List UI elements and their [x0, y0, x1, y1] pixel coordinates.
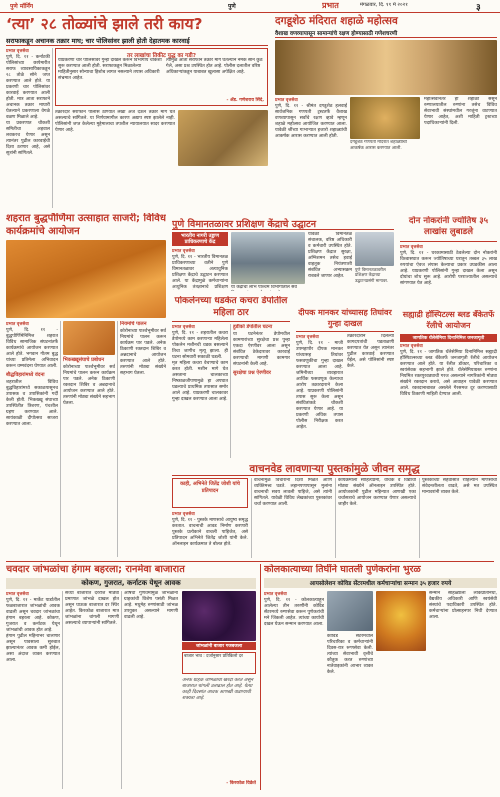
- airport-body-3: या केंद्राचा लाभ पश्चिम विभागातील सर्व: [231, 285, 297, 290]
- buddha-photo-small: [63, 321, 115, 355]
- mango-column-1: [6, 591, 60, 791]
- lead-quote-box: [55, 48, 268, 106]
- page-number: ३: [476, 3, 481, 13]
- corona-photo-staff: [327, 591, 373, 631]
- buddha-body-1-cont: कोरोनाच्या पार्श्वभूमीवर सर्व नियमांचे पालन करून कार्यक्रम पार पडले. अनेक ठिकाणी रक्तदान शिबिर व अन्नदानाचे आयोजन करण्यात आले होते. तरुणांनी मोठ्या संख्येने सहभाग घेतला.: [120, 329, 166, 376]
- books-body-3: कार्यक्रमाला साहित्यप्रेमी, वाचक व विद्यार्थी मोठ्या संख्येने ऑनलाइन उपस्थित होते. आयोजकांनी पुढील महिन्यात आणखी एका चर्चासत्राचे आयोजन करण्यात येणार असल्याचे जाहीर केले.: [338, 478, 416, 507]
- books-box-title: काही, अभिनेते जितेंद्र जोशी यांचे प्रतिपादन: [180, 481, 240, 494]
- mango-byline: प्रभात वृत्तसेवा: [6, 592, 29, 597]
- lead-headline: ‘त्या’ २८ तोळ्यांचे झाले तरी काय?: [6, 15, 203, 33]
- lead-byline: प्रभात वृत्तसेवा: [6, 49, 29, 54]
- lead-subhead: सराफाकडून अचानक तक्रार माघ; चार पोलिसांवर झाली होती देहातमक कारवाई: [6, 37, 190, 45]
- buddha-byline: प्रभात वृत्तसेवा: [6, 322, 29, 327]
- temple-column-1: [275, 97, 347, 209]
- books-headline: वाचनवेड लावणाऱ्या पुस्तकांमुळे जीवन समृद्ध: [249, 463, 420, 475]
- books-box: [172, 478, 248, 508]
- buddha-body-3: कोरोनाच्या पार्श्वभूमीवर सर्व नियमांचे पालन करून कार्यक्रम पार पडले. अनेक ठिकाणी रक्तदान शिबिर व अन्नदानाचे आयोजन करण्यात आले होते. तरुणांनी मोठ्या संख्येने सहभाग घेतला.: [63, 365, 115, 406]
- airport-caption: पुणे विमानतळावरील प्रशिक्षण केंद्राच्या उद्घाटनप्रसंगी मान्यवर.: [355, 267, 389, 283]
- mango-subhead: कोकण, गुजरात, कर्नाटक येथून आवक: [6, 578, 256, 589]
- corona-body-2: कोविड सेंटरमधील परिचारिका व कर्मचाऱ्यांनी दिवस-रात्र रुग्णसेवा केली. त्यांच्या सेवाभावी वृत्तीचे कौतुक करत रुग्णांच्या नातेवाइकांनी आभार व्यक्त केले.: [327, 634, 373, 675]
- books-column-1: [172, 511, 248, 559]
- paper-logo: प्रभात: [322, 1, 339, 10]
- books-byline: प्रभात वृत्तसेवा: [172, 512, 195, 517]
- temple-photo-coconuts: [350, 97, 420, 139]
- fraud-column: [400, 244, 497, 306]
- lead-body-3: त्यामुळे आता सराफाने तक्रार मागे घेतल्याने नेमके सोने कुठे गेले, असा प्रश्न उपस्थित होत आहे. पोलीस दलातील वरिष्ठ अधिकाऱ्यांकडून याबाबत खुलासा अपेक्षित आहे.: [166, 58, 263, 75]
- temple-photo-ganesh: [275, 40, 497, 95]
- fraud-body: पुणे, दि. ११ - घरकामासाठी ठेवलेल्या दोन नोकरांनी विश्वासघात करून ज्योतिषाच्या घरातून तब्बल ३५ लाख रुपयांचा ऐवज लंपास केल्याचा प्रकार उघडकीस आला आहे. याप्रकरणी पोलिसांनी गुन्हा दाखल केला असून दोघांचा शोध सुरू आहे. आरोपी परराज्यातील असल्याचे सांगण्यात येत आहे.: [400, 251, 497, 286]
- mango-quote: अनेक ग्राहक जांभळांची खरेदी करत असून बाजारात चांगली उलाढाल होत आहे. येत्या काही दिवसांत आवक आणखी वाढण्याची शक्यता आहे.: [182, 678, 254, 701]
- mango-photo-jambhul: [182, 591, 256, 641]
- section-left-label: पुणे मॉर्निंग: [10, 3, 34, 10]
- temple-caption: दगडूशेठ गणपती मंदिरात शहाळ्यांची आकर्षक आरास करण्यात आली.: [350, 140, 407, 151]
- hospital-body: पुणे, दि. ११ - जागतिक थॅलेसेमिया दिनानिमित्त सह्याद्री हॉस्पिटल्सच्या ब्लड बँकेतर्फे जनजागृती रॅलीचे आयोजन करण्यात आले होते. या रॅलीत डॉक्टर, परिचारिका व स्वयंसेवक सहभागी झाले होते. थॅलेसेमियाग्रस्त रुग्णांना नियमित रक्तपुरवठ्याची गरज असल्याने नागरिकांनी मोठ्या संख्येने रक्तदान करावे, असे आवाहन यावेळी करण्यात आले. रक्तदानाबाबत असलेले गैरसमज दूर करण्यासाठी विविध ठिकाणी माहिती देण्यात आली.: [400, 350, 497, 397]
- lead-photo-jewellery: [178, 110, 268, 166]
- buddha-sub-1: बौद्धविहारांमध्ये वंदना: [6, 372, 45, 378]
- airport-body-1: पुणे, दि. ११ - भारतीय विमानतळ प्राधिकरणाच्या वतीने पुणे विमानतळावर अत्याधुनिक प्रशिक्षण केंद्राचे उद्घाटन करण्यात आले. या केंद्रामुळे कर्मचाऱ्यांना आधुनिक तंत्रज्ञानाचे प्रशिक्षण: [172, 255, 228, 290]
- temple-headline: दगडूशेठ मंदिरात शहाळे महोत्सव: [275, 15, 398, 27]
- mango-body-3: औषधी गुणधर्मांमुळे जांभळांना ग्राहकांची विशेष पसंती मिळत आहे. मधुमेह रुग्णांसाठी जांभळ उपयुक्त असल्याने मागणी वाढली आहे.: [124, 591, 178, 620]
- buddha-body-1: पुणे, दि. ११ - बुद्धपौर्णिमेनिमित्त शहरात विविध सामाजिक संघटनांतर्फे कार्यक्रमांचे आयोजन करण्यात आले होते. भगवान गौतम बुद्ध यांच्या प्रतिमेला अभिवादन करून धम्मवंदना घेण्यात आली.: [6, 328, 58, 369]
- lead-body-5: या प्रकरणात चौकशी समितीचा अहवाल लवकरच येणार असून त्यानंतर पुढील कारवाईची दिशा ठरणार आहे, असे सूत्रांनी सांगितले.: [6, 121, 50, 156]
- airport-headline: पुणे विमानतळावर प्रशिक्षण केंद्राचे उद्घाटन: [172, 219, 317, 230]
- pokhar-sub-2: सुरक्षेचा प्रश्न ऐरणीवर: [233, 370, 271, 376]
- hospital-box-title: जागतिक थॅलेसेमिया दिनानिमित्त जनजागृती: [400, 334, 497, 342]
- pokhar-byline: प्रभात वृत्तसेवा: [172, 325, 195, 330]
- books-body-1: पुणे, दि. ११ - पुस्तके माणसाचे आयुष्य समृद्ध करतात. वाचनाची आवड निर्माण करणारी पुस्तके प्रत्येकाने वाचली पाहिजेत, असे प्रतिपादन अभिनेते जितेंद्र जोशी यांनी केले. ऑनलाइन कार्यक्रमात ते बोलत होते.: [172, 518, 248, 547]
- section-center-label: पुणे: [228, 3, 236, 10]
- lead-body-2: याप्रकरणी चार पोलिसांवर गुन्हा दाखल करून विभागीय चौकशी सुरू करण्यात आली होती. सराफाकडून मिळालेल्या माहितीनुसार सोन्याचा हिशोब लागत नसल्याने तपास अधिकारी संभ्रमात आहेत.: [58, 58, 162, 81]
- buddha-sub-3: नियमांचे पालन: [120, 321, 147, 327]
- corona-photo-flowers: [376, 591, 426, 651]
- mango-body-1: पुणे, दि. ११ - मार्केट यार्डातील फळबाजारात जांभळांची आवक वाढली असून चवदार जांभळांचा हंगाम बहरला आहे. कोकण, गुजरात व कर्नाटक येथून जांभळांची आवक होत आहे.: [6, 598, 60, 633]
- buddha-sub-2: भिकख्खूसंघाचे प्रबोधन: [63, 357, 105, 363]
- deepak-body: पुणे, दि. ११ - माजी उपमहापौर दीपक मानकर यांच्यासह तिघांवर फसवणुकीचा गुन्हा दाखल करण्यात आला आहे. जमिनीच्या व्यवहारात आर्थिक फसवणूक केल्याचा आरोप तक्रारदाराने केला आहे. याप्रकरणी पोलिसांनी तपास सुरू केला असून संबंधितांकडे चौकशी करण्यात येणार आहे. या प्रकरणी अधिक तपास पोलीस निरीक्षक करत आहेत.: [296, 341, 343, 430]
- issue-date: मंगळवार, दि. ११ मे २०२१: [360, 2, 408, 8]
- corona-column-1: [264, 591, 324, 791]
- pokhar-body-1: पुणे, दि. ११ - शहरातील कचरा डेपोमध्ये काम करणाऱ्या महिलेला पोकलेन मशीनची धडक बसल्याने तिचा जागीच मृत्यू झाला. ही घटना सोमवारी सकाळी घडली.: [172, 331, 228, 360]
- buddha-column-2: [63, 321, 115, 559]
- temple-byline: प्रभात वृत्तसेवा: [275, 98, 298, 103]
- lead-box-title: तर लाखांचा तिकीट युद्ध का गडी?: [127, 53, 196, 59]
- buddha-photo-monks: [6, 240, 166, 318]
- deepak-byline: प्रभात वृत्तसेवा: [296, 335, 319, 340]
- deepak-headline: दीपक मानकर यांच्यासह तिघांवर गुन्हा दाखल: [298, 308, 392, 328]
- hospital-headline: सह्याद्री हॉस्पिटल्स ब्लड बँकेतर्फे रॅलीचे आयोजन: [402, 310, 495, 330]
- hospital-byline: प्रभात वृत्तसेवा: [400, 344, 423, 349]
- fraud-headline: दोन नोकरांनी ज्योतिष ३५ लाखांस लुबाडले: [408, 216, 489, 237]
- buddha-body-2: शहरातील विविध बुद्धविहारांमध्ये सकाळपासूनच उपासक व उपासिकांनी गर्दी केली होती. भिकख्खू संघाच्या उपस्थितीत त्रिशरण, पंचशील ग्रहण करण्यात आले. सायंकाळी दीपोत्सव साजरा करण्यात आला.: [6, 380, 58, 427]
- books-body-2: वाचनामुळे विचारांना दिशा मिळते आणि व्यक्तिमत्त्व घडते. लहानपणापासून मुलांना वाचनाची सवय लावली पाहिजे, असे त्यांनी सांगितले. यावेळी विविध लेखकांच्या पुस्तकांवर चर्चा करण्यात आली.: [254, 478, 332, 507]
- lead-quote-signature: - ॲड. गणेशराव सिंदे,: [226, 98, 264, 103]
- books-body-4: पुस्तकांच्या सहवासात राहिल्याने माणसाची संवेदनशीलता वाढते, असे मत उपस्थित मान्यवरांनी व्यक्त केले.: [422, 478, 497, 495]
- corona-byline: प्रभात वृत्तसेवा: [264, 592, 287, 597]
- temple-body-2: महोत्सवानंतर ही शहाळी ससून रुग्णालयातील रुग्णांना तसेच विविध सेवाभावी संस्थांमधील गरजूंना वाटण्यात येणार आहेत, अशी माहिती ट्रस्टच्या पदाधिकाऱ्यांनी दिली.: [424, 97, 497, 126]
- mango-body-4: हंगाम पुढील महिनाभर चालणार असून पावसाला सुरुवात झाल्यानंतर आवक कमी होईल, असा अंदाज व्यक्त करण्यात आला.: [6, 634, 60, 663]
- buddha-column-1: [6, 321, 58, 559]
- airport-body-2: यावेळी विमानतळ संचालक, वरिष्ठ अधिकारी व कर्मचारी उपस्थित होते. प्रशिक्षण केंद्रात सुरक्षा, अग्निशमन तसेच हवाई वाहतूक नियंत्रणाशी संबंधित अभ्यासक्रम राबवले जाणार आहेत.: [308, 232, 352, 279]
- fraud-byline: प्रभात वृत्तसेवा: [400, 245, 423, 250]
- masthead: [0, 0, 500, 13]
- airport-photo-building: [355, 232, 394, 266]
- deepak-body-2: तक्रारदाराने दिलेल्या कागदपत्रांची पडताळणी करण्यात येत असून त्यानंतर पुढील कारवाई करण्यात येईल, असे पोलिसांनी स्पष्ट केले.: [347, 334, 394, 369]
- pokhar-column-1: [172, 324, 228, 460]
- pokhar-sub-1: हुडीको डेपोतील घटना: [233, 324, 273, 330]
- deepak-column-1: [296, 334, 343, 460]
- corona-subhead: आयसोलेशन कोविड सेंटरमधील कर्मचाऱ्यांचा सन्मान ३५ हजार रुपये: [264, 578, 497, 588]
- mango-headline: चवदार जांभळांचा हंगाम बहरला; रानमेवा बाजारात: [6, 564, 185, 575]
- hospital-column: [400, 343, 497, 459]
- lead-column-1: [6, 48, 50, 210]
- mango-price-box: बाजार भाव : दर्जानुसार प्रतिकिलो दर: [182, 652, 256, 674]
- pokhar-body-3: या घटनेनंतर डेपोमधील कामगारांच्या सुरक्षेचा प्रश्न पुन्हा एकदा ऐरणीवर आला असून संबंधित ठेकेदारावर कारवाई करण्याची मागणी कामगार संघटनांनी केली आहे.: [233, 332, 290, 367]
- mango-quote-signature: - किरकोळ विक्रेते: [226, 781, 256, 786]
- buddha-column-3: [120, 321, 166, 559]
- airport-box-title: भारतीय नागरी उड्डाण प्राधिकरणाचे केंद्र: [172, 232, 228, 246]
- mango-caption: जांभळांनी बाजार गजबजला: [182, 642, 256, 650]
- pokhar-headline: पोकलेनच्या धडकेत कचरा डेपोतील महिला ठार: [174, 296, 288, 318]
- lead-body-4: तक्रारदार सराफाने पोलीस ठाण्यात लेखी अर्ज देऊन तक्रार मागे घेत असल्याचे सांगितले. या निर्णयामागील कारण अद्याप स्पष्ट झालेले नाही. पोलिसांनी जप्त केलेल्या मुद्देमालाचा तपशील न्यायालयात सादर करण्यात येणार आहे.: [55, 110, 175, 133]
- pokhar-body-2: मृत महिला कचरा वेचण्याचे काम करत होती. मशीन मागे घेत असताना चालकाच्या निष्काळजीपणामुळे हा अपघात घडल्याचे प्राथमिक तपासात समोर आले आहे. याप्रकरणी चालकावर गुन्हा दाखल करण्यात आला आहे.: [172, 361, 228, 402]
- temple-body: पुणे, दि. ११ - श्रीमंत दगडूशेठ हलवाई सार्वजनिक गणपती ट्रस्टतर्फे वैशाख वणव्यापासून सर्वांचे रक्षण व्हावे म्हणून शहाळे महोत्सव आयोजित करण्यात आला. यावेळी श्रींच्या गाभाऱ्यात हजारो शहाळ्यांची आकर्षक आरास करण्यात आली होती.: [275, 104, 347, 139]
- corona-body-1: पुणे, दि. ११ - कोलकात्याहून आलेल्या तीन तरुणींनी कोविड सेंटरमध्ये रुग्णसेवा करून पुणेकरांची मने जिंकली आहेत. त्यांच्या कार्याची दखल घेऊन सन्मान करण्यात आला.: [264, 598, 324, 627]
- pokhar-column-2: [233, 324, 290, 460]
- temple-subhead: वैशाख वणव्यापासून सामान्यांचे रक्षण होण्यासाठी गणेशचरणी: [275, 31, 398, 37]
- mango-body-2: सध्या बाजारात दररोज मोठ्या प्रमाणात जांभळे दाखल होत असून घाऊक बाजारात दर स्थिर आहेत. किरकोळ बाजारात मात्र जांभळांना चांगली मागणी असल्याचे व्यापाऱ्यांनी सांगितले.: [65, 591, 119, 626]
- airport-photo-ceremony: [231, 232, 305, 284]
- lead-body-1: पुणे, दि. ११ - कर्नाटकी पोलिसांच्या छापेमारीत सराफ व्यावसायिकाकडून २८ तोळे सोने जप्त करण्यात आले होते. या प्रकरणी चार पोलिसांवर कारवाई करण्यात आली होती. मात्र आता सराफाने अचानक तक्रार माघारी घेतल्याने प्रकरणाला वेगळे वळण मिळाले आहे.: [6, 55, 50, 120]
- airport-byline: प्रभात वृत्तसेवा: [172, 249, 195, 254]
- corona-headline: कोलकात्याच्या तिघींने घातली पुणेकरांना भुरळ: [264, 564, 421, 575]
- corona-body-3: सन्मान सोहळ्याला लोकप्रतिनिधी, वैद्यकीय अधिकारी आणि स्वयंसेवी संस्थांचे पदाधिकारी उपस्थित होते. कर्मचाऱ्यांना प्रोत्साहनपर निधी देण्यात आला.: [429, 591, 497, 620]
- buddha-headline: शहरात बुद्धपौर्णिमा उत्साहात साजरी; विविध कार्यक्रमांचे आयोजन: [6, 213, 166, 237]
- airport-column-1: [172, 232, 228, 290]
